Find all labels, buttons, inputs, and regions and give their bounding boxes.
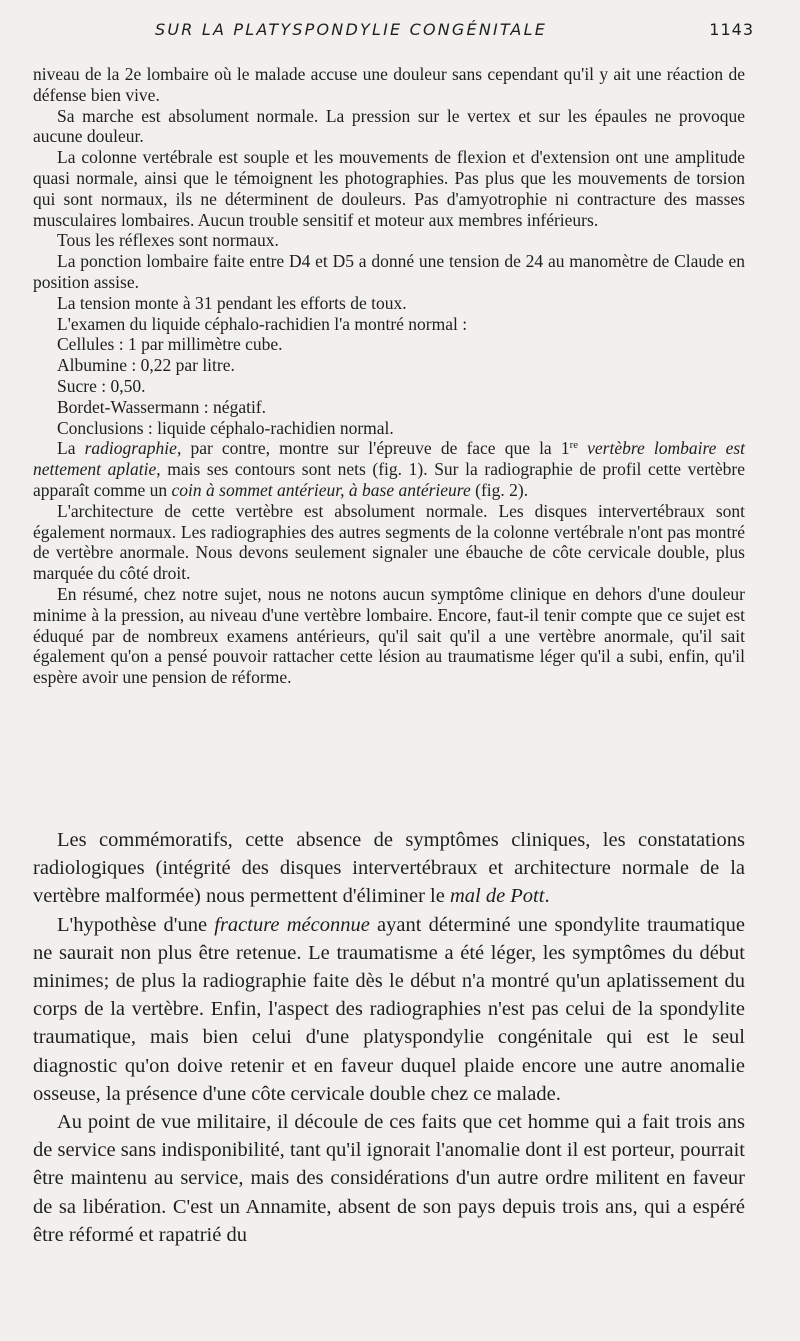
page-header	[0, 20, 800, 46]
paragraph: La tension monte à 31 pendant les efforts de toux.	[57, 292, 407, 313]
paragraph: Tous les réflexes sont normaux.	[57, 230, 279, 251]
page-number: 1143	[709, 20, 754, 39]
paragraph: En résumé, chez notre sujet, nous ne notons aucun symptôme clinique en dehors d'une douleur minime à la pression, au niveau d'une vertèbre lombaire. Encore, faut-il tenir compte que ce sujet est éduqué par de nombreux examens antérieurs, qu'il sait qu'il a une vertèbre anormale, qu'il sait également qu'on a pensé pouvoir rattacher cette lésion au traumatisme léger qu'il a subi, enfin, qu'il espère avoir une pension de réforme.	[33, 583, 745, 688]
paragraph: niveau de la 2e lombaire où le malade accuse une douleur sans cependant qu'il y ait une réaction de défense bien vive.	[33, 64, 745, 105]
lab-result: Cellules : 1 par millimètre cube.	[57, 334, 283, 355]
paragraph: L'hypothèse d'une fracture méconnue ayant déterminé une spondylite traumatique ne saurait non plus être retenue. Le traumatisme a été léger, les symptômes du début minimes; de plus la radiographie faite dès le début n'a montré qu'un aplatissement du corps de la vertèbre. Enfin, l'aspect des radiographies n'est pas celui de la spondylite traumatique, mais bien celui d'une platyspondylie congénitale qui est le seul diagnostic qu'on doive retenir et en faveur duquel plaide encore une autre anomalie osseuse, la présence d'une côte cervicale double chez ce malade.	[33, 913, 745, 1105]
paragraph-radiography: La radiographie, par contre, montre sur l'épreuve de face que la 1re vertèbre lombaire est nettement aplatie, mais ses contours sont nets (fig. 1). Sur la radiographie de profil cette vertèbre apparaît comme un coin à sommet antérieur, à base antérieure (fig. 2).	[33, 438, 746, 500]
lab-result: Sucre : 0,50.	[57, 375, 146, 396]
paragraph: L'examen du liquide céphalo-rachidien l'a montré normal :	[57, 313, 468, 334]
paragraph: Conclusions : liquide céphalo-rachidien normal.	[57, 417, 394, 438]
running-title: SUR LA PLATYSPONDYLIE CONGÉNITALE	[155, 20, 547, 39]
paragraph: La colonne vertébrale est souple et les mouvements de flexion et d'extension ont une amplitude quasi normale, ainsi que le témoignent les photographies. Pas plus que les mouvements de torsion qui sont normaux, ils ne déterminent de douleurs. Pas d'amyotrophie ni contracture des masses musculaires lombaires. Aucun trouble sensitif et moteur aux membres inférieurs.	[33, 147, 745, 230]
paragraph: Au point de vue militaire, il découle de ces faits que cet homme qui a fait trois ans de service sans indisponibilité, tant qu'il ignorait l'anomalie dont il est porteur, pourrait être maintenu au service, mais des considérations d'un autre ordre militent en faveur de sa libération. C'est un Annamite, absent de son pays depuis trois ans, qui a espéré être réformé et rapatrié du	[33, 1111, 745, 1246]
paragraph: Sa marche est absolument normale. La pression sur le vertex et sur les épaules ne provoque aucune douleur.	[33, 105, 745, 147]
paragraph: L'architecture de cette vertèbre est absolument normale. Les disques intervertébraux sont également normaux. Les radiographies des autres segments de la colonne vertébrale n'ont pas montré de vertèbre anormale. Nous devons seulement signaler une ébauche de côte cervicale double, plus marquée du côté droit.	[33, 500, 745, 584]
discussion-section	[33, 826, 745, 1249]
paragraph: La ponction lombaire faite entre D4 et D5 a donné une tension de 24 au manomètre de Claude en position assise.	[33, 251, 745, 292]
lab-result: Albumine : 0,22 par litre.	[57, 355, 235, 376]
paragraph: Les commémoratifs, cette absence de symptômes cliniques, les constatations radiologiques (intégrité des disques intervertébraux et architecture normale de la vertèbre malformée) nous permettent d'éliminer le mal de Pott.	[33, 829, 745, 908]
case-report-section	[33, 64, 745, 688]
lab-result: Bordet-Wassermann : négatif.	[57, 396, 267, 417]
